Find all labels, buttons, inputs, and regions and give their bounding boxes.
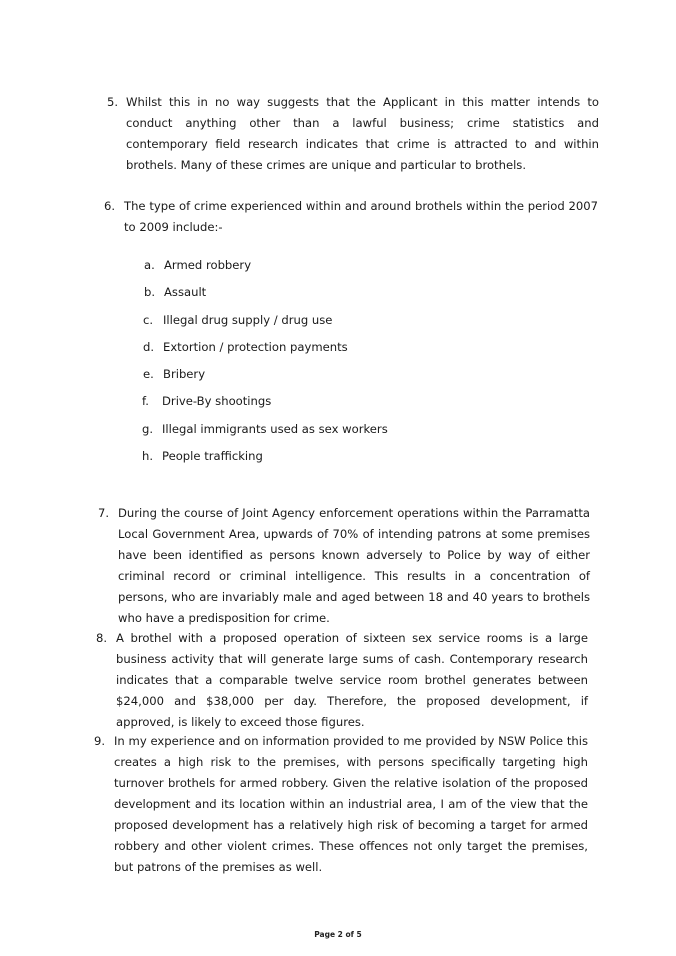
- list-item-text: Bribery: [163, 367, 206, 381]
- list-item-text: Illegal immigrants used as sex workers: [162, 422, 388, 436]
- list-item-text: Drive-By shootings: [162, 394, 272, 408]
- list-item-text: Armed robbery: [164, 258, 252, 272]
- paragraph-text: A brothel with a proposed operation of sixteen sex service rooms is a large business activity that will generate large sums of cash. Contemporary research indicates that a comparable twelve service room brothel generates between $24,000 and $38,000 per day. Therefore, the proposed development, if approved, is likely to exceed those figures.: [116, 631, 588, 729]
- paragraph-number: 6.: [104, 199, 116, 213]
- paragraph-text: In my experience and on information provided to me provided by NSW Police this creates a high risk to the premises, with persons specifically targeting high turnover brothels for armed robbery. Given the relative isolation of the proposed development and its location within an industrial area, I am of the view that the proposed development has a relatively high risk of becoming a target for armed robbery and other violent crimes. These offences not only target the premises, but patrons of the premises as well.: [114, 734, 588, 874]
- list-item-letter: h.: [142, 449, 154, 463]
- list-item-letter: d.: [143, 340, 155, 354]
- paragraph-8: [96, 628, 588, 729]
- paragraph-7: [98, 503, 590, 625]
- list-item-text: Assault: [164, 285, 207, 299]
- paragraph-number: 9.: [94, 734, 106, 748]
- list-item-letter: c.: [143, 313, 154, 327]
- list-item-letter: f.: [142, 394, 149, 408]
- list-item-letter: g.: [142, 422, 154, 436]
- list-item-text: People trafficking: [162, 449, 263, 463]
- page-number-footer: Page 2 of 5: [314, 930, 362, 939]
- paragraph-number: 7.: [98, 506, 110, 520]
- list-item-text: Illegal drug supply / drug use: [163, 313, 333, 327]
- paragraph-9: [94, 731, 588, 874]
- paragraph-6: [104, 196, 598, 238]
- list-item-letter: b.: [144, 285, 156, 299]
- paragraph-number: 8.: [96, 631, 108, 645]
- paragraph-number: 5.: [107, 95, 119, 109]
- paragraph-text: During the course of Joint Agency enforcement operations within the Parramatta Local Government Area, upwards of 70% of intending patrons at some premises have been identified as persons known adversely to Police by way of either criminal record or criminal intelligence. This results in a concentration of persons, who are invariably male and aged between 18 and 40 years to brothels who have a predisposition for crime.: [118, 506, 590, 625]
- paragraph-text: The type of crime experienced within and around brothels within the period 2007 to 2009 include:-: [124, 199, 598, 234]
- paragraph-text: Whilst this in no way suggests that the Applicant in this matter intends to conduct anything other than a lawful business; crime statistics and contemporary field research indicates that crime is attracted to and within brothels. Many of these crimes are unique and particular to brothels.: [126, 95, 599, 172]
- list-item-letter: e.: [143, 367, 154, 381]
- list-item-letter: a.: [144, 258, 155, 272]
- list-item-text: Extortion / protection payments: [163, 340, 348, 354]
- paragraph-5: [107, 92, 599, 176]
